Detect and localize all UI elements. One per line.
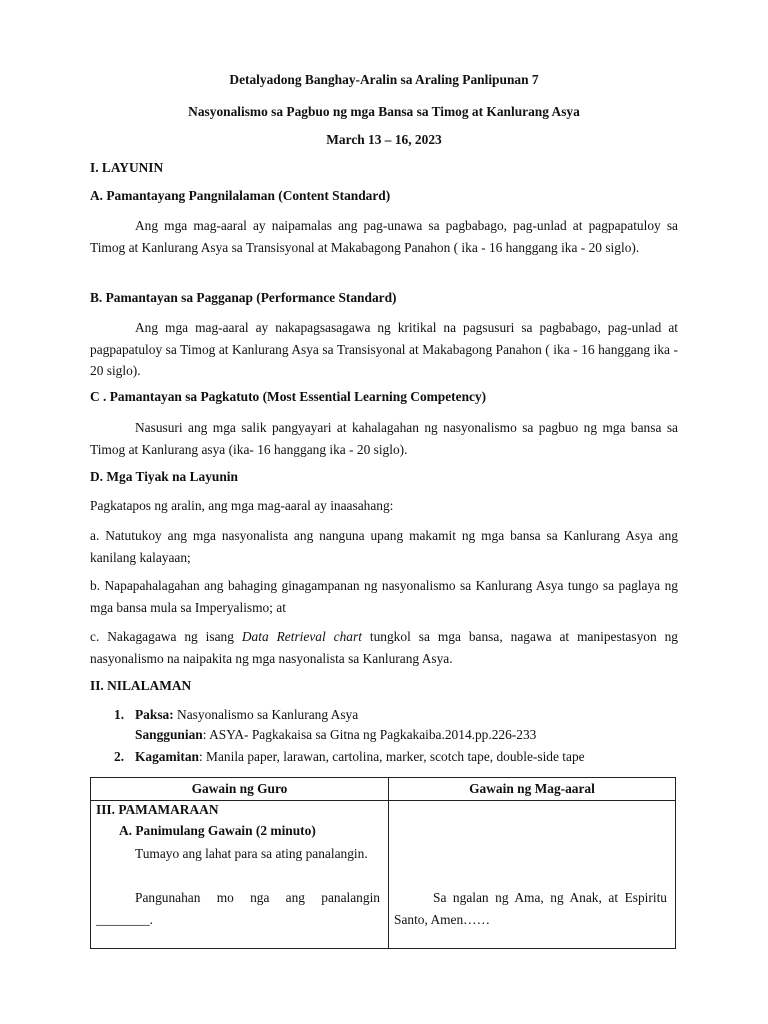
performance-standard-text: Ang mga mag-aaral ay nakapagsasagawa ng kritikal na pagsusuri sa pagbabago, pag-unlad at pagpapatuloy sa Timog at Kanlurang Asya sa Transisyonal at Makabagong Panahon ( ika - 16 hanggang ika - 20 siglo).: [90, 320, 678, 378]
objective-b: b. Napapahalagahan ang bahaging ginagampanan ng nasyonalismo sa Kanlurang Asya tungo sa paglaya ng mga bansa mula sa Imperyalismo; at: [90, 578, 678, 615]
section-nilalaman-heading: II. NILALAMAN: [90, 678, 192, 693]
table-header-row: [91, 778, 676, 801]
pamamaraan-heading: III. PAMAMARAAN: [96, 802, 219, 817]
document-subtitle: Nasyonalismo sa Pagbuo ng mga Bansa sa Timog at Kanlurang Asya: [188, 104, 580, 119]
content-standard-text: Ang mga mag-aaral ay naipamalas ang pag-unawa sa pagbabago, pag-unlad at pagpapatuloy sa Timog at Kanlurang Asya sa Transisyonal at Makabagong Panahon ( ika - 16 hanggang ika - 20 siglo).: [90, 218, 678, 255]
specific-objectives-heading: D. Mga Tiyak na Layunin: [90, 469, 238, 484]
kagamitan-value: : Manila paper, larawan, cartolina, marker, scotch tape, double-side tape: [198, 749, 585, 764]
kagamitan-item: [135, 749, 585, 765]
list-number-2: 2.: [114, 749, 125, 764]
table-row: [91, 801, 676, 949]
learning-competency-text: Nasusuri ang mga salik pangyayari at kahalagahan ng nasyonalismo sa pagbuo ng mga bansa sa Timog at Kanlurang asya (ika- 16 hanggang ika - 20 siglo).: [90, 420, 678, 457]
performance-standard-heading: B. Pamantayan sa Pagganap (Performance Standard): [90, 290, 397, 305]
objective-c-lead: c. Nakagagawa ng isang: [90, 629, 242, 644]
teacher-column-header: Gawain ng Guro: [91, 778, 389, 801]
objectives-intro: Pagkatapos ng aralin, ang mga mag-aaral ay inaasahang:: [90, 498, 394, 513]
student-activity-cell: [389, 801, 676, 949]
objective-c: [90, 626, 678, 669]
section-layunin-heading: I. LAYUNIN: [90, 160, 164, 175]
learning-competency-heading: C . Pamantayan sa Pagkatuto (Most Essential Learning Competency): [90, 389, 487, 404]
paksa-value: Nasyonalismo sa Kanlurang Asya: [173, 707, 359, 722]
objective-c-italic: Data Retrieval chart: [241, 629, 362, 644]
objective-c-rest: tungkol sa mga bansa, nagawa at manipestasyon ng nasyonalismo na naipakita ng mga nasyonalista sa Kanlurang Asya.: [90, 629, 678, 666]
content-standard-heading: A. Pamantayang Pangnilalaman (Content Standard): [90, 188, 391, 203]
teacher-activity-cell: [91, 801, 389, 949]
list-number-1: 1.: [114, 707, 125, 722]
sanggunian-value: : ASYA- Pagkakaisa sa Gitna ng Pagkakaiba.2014.pp.226-233: [202, 727, 537, 742]
panimulang-gawain-heading: A. Panimulang Gawain (2 minuto): [119, 823, 316, 838]
student-prayer-response: Sa ngalan ng Ama, ng Anak, at Espiritu Santo, Amen……: [394, 890, 667, 927]
kagamitan-label: Kagamitan: [135, 749, 199, 764]
procedure-table: [90, 777, 676, 949]
document-date: March 13 – 16, 2023: [326, 132, 442, 147]
document-title: Detalyadong Banghay-Aralin sa Araling Panlipunan 7: [229, 72, 539, 87]
sanggunian-label: Sanggunian: [135, 727, 203, 742]
teacher-prayer-lead: Pangunahan mo nga ang panalangin ________.: [96, 890, 380, 927]
student-column-header: Gawain ng Mag-aaral: [389, 778, 676, 801]
paksa-label: Paksa:: [135, 707, 174, 722]
teacher-prayer-instruction: Tumayo ang lahat para sa ating panalangin.: [135, 846, 368, 861]
sanggunian-item: [135, 727, 536, 743]
paksa-item: [135, 707, 358, 723]
objective-a: a. Natutukoy ang mga nasyonalista ang nanguna upang makamit ng mga bansa sa Kanlurang Asya ang kanilang kalayaan;: [90, 528, 678, 565]
